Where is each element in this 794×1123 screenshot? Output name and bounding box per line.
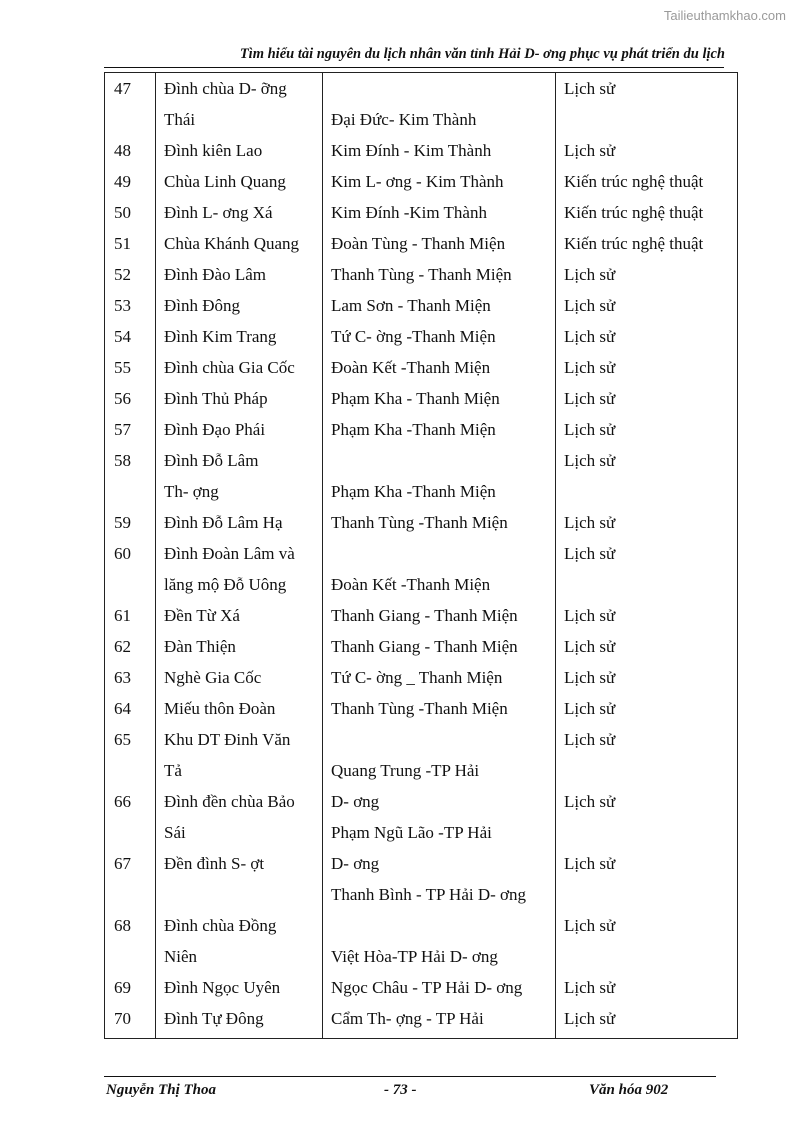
site-name: Đình Ngọc Uyên bbox=[164, 978, 281, 997]
site-location: D- ơng bbox=[331, 854, 380, 873]
site-location: Ngọc Châu - TP Hải D- ơng bbox=[331, 978, 523, 997]
site-location: Thanh Giang - Thanh Miện bbox=[331, 606, 518, 625]
row-number: 47 bbox=[114, 79, 131, 98]
site-type: Lịch sử bbox=[564, 978, 616, 997]
site-type: Kiến trúc nghệ thuật bbox=[564, 172, 704, 191]
site-name: Đình chùa Đồng bbox=[164, 916, 277, 935]
row-number: 65 bbox=[114, 730, 131, 749]
table-row bbox=[105, 538, 737, 569]
site-type: Lịch sử bbox=[564, 141, 616, 160]
site-location: Kim Đính -Kim Thành bbox=[331, 203, 487, 222]
site-name: Tả bbox=[164, 761, 182, 780]
site-type: Lịch sử bbox=[564, 265, 616, 284]
table-row bbox=[105, 228, 737, 259]
row-number: 50 bbox=[114, 203, 131, 222]
table-row bbox=[105, 476, 737, 507]
site-name: Đền đình S- ợt bbox=[164, 854, 265, 873]
table-row bbox=[105, 569, 737, 600]
footer-rule bbox=[104, 1076, 716, 1077]
site-name: Chùa Khánh Quang bbox=[164, 234, 300, 253]
site-location: Lam Sơn - Thanh Miện bbox=[331, 296, 491, 315]
site-type: Lịch sử bbox=[564, 296, 616, 315]
row-number: 55 bbox=[114, 358, 131, 377]
site-location: Thanh Tùng -Thanh Miện bbox=[331, 699, 508, 718]
site-name: Đình đền chùa Bảo bbox=[164, 792, 295, 811]
site-location: Đoàn Tùng - Thanh Miện bbox=[331, 234, 506, 253]
site-name: Sái bbox=[164, 823, 186, 842]
site-location: Phạm Ngũ Lão -TP Hải bbox=[331, 823, 492, 842]
site-type: Lịch sử bbox=[564, 358, 616, 377]
table-row bbox=[105, 290, 737, 321]
watermark-text: Tailieuthamkhao.com bbox=[663, 8, 786, 23]
table-row bbox=[105, 507, 737, 538]
site-type: Lịch sử bbox=[564, 606, 616, 625]
heritage-sites-table bbox=[104, 72, 738, 1039]
site-location: Đoàn Kết -Thanh Miện bbox=[331, 358, 491, 377]
table-row bbox=[105, 693, 737, 724]
site-name: Đình Đỗ Lâm Hạ bbox=[164, 513, 283, 532]
row-number: 62 bbox=[114, 637, 131, 656]
site-type: Lịch sử bbox=[564, 513, 616, 532]
table-row bbox=[105, 352, 737, 383]
site-type: Lịch sử bbox=[564, 389, 616, 408]
row-number: 57 bbox=[114, 420, 131, 439]
row-number: 54 bbox=[114, 327, 131, 346]
table-row bbox=[105, 135, 737, 166]
site-location: Thanh Giang - Thanh Miện bbox=[331, 637, 518, 656]
table-row bbox=[105, 104, 737, 135]
site-name: Đình chùa Gia Cốc bbox=[164, 358, 295, 377]
site-type: Lịch sử bbox=[564, 79, 616, 98]
table-row bbox=[105, 724, 737, 755]
row-number: 60 bbox=[114, 544, 131, 563]
table-row bbox=[105, 445, 737, 476]
site-type: Kiến trúc nghệ thuật bbox=[564, 203, 704, 222]
site-name: Nghè Gia Cốc bbox=[164, 668, 262, 687]
row-number: 53 bbox=[114, 296, 131, 315]
row-number: 66 bbox=[114, 792, 131, 811]
site-type: Lịch sử bbox=[564, 792, 616, 811]
site-type: Lịch sử bbox=[564, 854, 616, 873]
table-row bbox=[105, 414, 737, 445]
table-row bbox=[105, 321, 737, 352]
site-name: Khu DT Đinh Văn bbox=[164, 730, 291, 749]
site-name: Niên bbox=[164, 947, 198, 966]
site-type: Lịch sử bbox=[564, 916, 616, 935]
site-type: Lịch sử bbox=[564, 699, 616, 718]
table-row bbox=[105, 972, 737, 1003]
table-row bbox=[105, 1003, 737, 1034]
site-name: Đình Đào Lâm bbox=[164, 265, 266, 284]
table-row bbox=[105, 259, 737, 290]
table-row bbox=[105, 166, 737, 197]
row-number: 70 bbox=[114, 1009, 131, 1028]
row-number: 68 bbox=[114, 916, 131, 935]
table-row bbox=[105, 910, 737, 941]
table-row bbox=[105, 755, 737, 786]
table-row bbox=[105, 786, 737, 817]
site-name: lăng mộ Đỗ Uông bbox=[164, 575, 287, 594]
row-number: 61 bbox=[114, 606, 131, 625]
site-location: Thanh Tùng -Thanh Miện bbox=[331, 513, 508, 532]
table-row bbox=[105, 197, 737, 228]
row-number: 58 bbox=[114, 451, 131, 470]
site-name: Th- ợng bbox=[164, 482, 219, 501]
table-row bbox=[105, 941, 737, 972]
site-name: Đình Đông bbox=[164, 296, 241, 315]
row-number: 64 bbox=[114, 699, 131, 718]
row-number: 69 bbox=[114, 978, 131, 997]
running-header: Tìm hiểu tài nguyên du lịch nhân văn tỉnh Hải D- ơng phục vụ phát triển du lịch bbox=[239, 46, 725, 62]
site-name: Đình Đỗ Lâm bbox=[164, 451, 259, 470]
site-location: Cẩm Th- ợng - TP Hải bbox=[331, 1009, 484, 1028]
site-name: Đình Thủ Pháp bbox=[164, 389, 268, 408]
page-number: - 73 - bbox=[384, 1082, 417, 1098]
site-location: Thanh Tùng - Thanh Miện bbox=[331, 265, 512, 284]
site-type: Lịch sử bbox=[564, 730, 616, 749]
site-type: Kiến trúc nghệ thuật bbox=[564, 234, 704, 253]
site-name: Đình Đạo Phái bbox=[164, 420, 266, 439]
table-row bbox=[105, 848, 737, 879]
site-name: Đình kiên Lao bbox=[164, 141, 263, 160]
site-location: Tứ C- ờng _ Thanh Miện bbox=[331, 668, 503, 687]
footer-author: Nguyễn Thị Thoa bbox=[106, 1082, 217, 1098]
row-number: 67 bbox=[114, 854, 131, 873]
site-name: Đền Từ Xá bbox=[164, 606, 240, 625]
site-name: Chùa Linh Quang bbox=[164, 172, 286, 191]
site-type: Lịch sử bbox=[564, 420, 616, 439]
table-row bbox=[105, 631, 737, 662]
table-row bbox=[105, 817, 737, 848]
table-row bbox=[105, 383, 737, 414]
site-type: Lịch sử bbox=[564, 327, 616, 346]
row-number: 51 bbox=[114, 234, 131, 253]
site-location: Đoàn Kết -Thanh Miện bbox=[331, 575, 491, 594]
table-row bbox=[105, 879, 737, 910]
site-location: Phạm Kha - Thanh Miện bbox=[331, 389, 500, 408]
row-number: 52 bbox=[114, 265, 131, 284]
site-location: Quang Trung -TP Hải bbox=[331, 761, 480, 780]
site-name: Thái bbox=[164, 110, 196, 129]
site-name: Đình chùa D- ỡng bbox=[164, 79, 287, 98]
site-type: Lịch sử bbox=[564, 544, 616, 563]
site-location: Việt Hòa-TP Hải D- ơng bbox=[331, 947, 498, 966]
site-name: Đàn Thiện bbox=[164, 637, 236, 656]
row-number: 48 bbox=[114, 141, 131, 160]
site-name: Đình Đoàn Lâm và bbox=[164, 544, 295, 563]
footer-department: Văn hóa 902 bbox=[589, 1082, 669, 1098]
site-name: Miếu thôn Đoàn bbox=[164, 699, 276, 718]
row-number: 49 bbox=[114, 172, 131, 191]
site-type: Lịch sử bbox=[564, 637, 616, 656]
site-location: Thanh Bình - TP Hải D- ơng bbox=[331, 885, 527, 904]
table-row bbox=[105, 662, 737, 693]
site-type: Lịch sử bbox=[564, 668, 616, 687]
site-location: Đại Đức- Kim Thành bbox=[331, 110, 477, 129]
row-number: 63 bbox=[114, 668, 131, 687]
header-rule bbox=[104, 67, 724, 68]
site-location: Phạm Kha -Thanh Miện bbox=[331, 482, 496, 501]
site-location: D- ơng bbox=[331, 792, 380, 811]
site-location: Kim L- ơng - Kim Thành bbox=[331, 172, 504, 191]
site-type: Lịch sử bbox=[564, 1009, 616, 1028]
site-name: Đình L- ơng Xá bbox=[164, 203, 273, 222]
row-number: 56 bbox=[114, 389, 131, 408]
table-row bbox=[105, 73, 737, 104]
site-name: Đình Tự Đông bbox=[164, 1009, 264, 1028]
row-number: 59 bbox=[114, 513, 131, 532]
site-location: Phạm Kha -Thanh Miện bbox=[331, 420, 496, 439]
site-location: Tứ C- ờng -Thanh Miện bbox=[331, 327, 496, 346]
site-type: Lịch sử bbox=[564, 451, 616, 470]
site-name: Đình Kim Trang bbox=[164, 327, 277, 346]
site-location: Kim Đính - Kim Thành bbox=[331, 141, 492, 160]
table-row bbox=[105, 600, 737, 631]
